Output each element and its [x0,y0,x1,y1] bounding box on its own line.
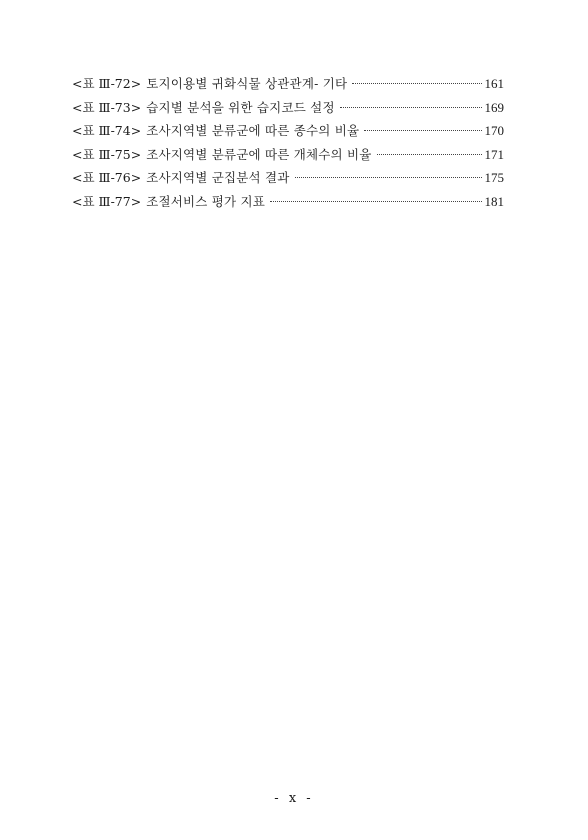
dot-leader [377,154,482,155]
toc-entry[interactable] [72,190,504,214]
dot-leader [340,107,482,108]
toc-entry-label: <표 Ⅲ-76> [72,170,142,185]
toc-entry-title: 조사지역별 분류군에 따른 개체수의 비율 [146,146,372,162]
toc-entry-label: <표 Ⅲ-77> [72,193,142,209]
toc-entry-label: <표 Ⅲ-74> [72,123,142,138]
toc-entry-title: 습지별 분석을 위한 습지코드 설정 [146,99,335,115]
toc-entry[interactable] [72,166,504,190]
toc-entry-page: 169 [484,99,504,115]
toc-entry-label: <표 Ⅲ-73> [72,99,142,115]
toc-entry-page: 170 [484,123,504,138]
toc-entry-page: 181 [484,193,504,209]
toc-entry-title: 조사지역별 군집분석 결과 [146,170,290,185]
toc-entry-label: <표 Ⅲ-75> [72,146,142,162]
dot-leader [295,177,482,178]
toc-entry[interactable] [72,96,504,120]
page-number: - x - [274,791,314,806]
toc-entry[interactable] [72,119,504,143]
toc-entry-title: 토지이용별 귀화식물 상관관계- 기타 [146,76,348,91]
table-of-contents [72,72,504,213]
toc-entry-page: 171 [484,146,504,162]
toc-entry[interactable] [72,143,504,167]
toc-entry-page: 161 [484,76,504,91]
dot-leader [270,201,481,202]
toc-entry-label: <표 Ⅲ-72> [72,76,142,91]
toc-entry-page: 175 [484,170,504,185]
dot-leader [364,130,481,131]
toc-entry-title: 조사지역별 분류군에 따른 종수의 비율 [146,123,360,138]
toc-entry-title: 조절서비스 평가 지표 [146,193,266,209]
dot-leader [352,83,481,84]
toc-entry[interactable] [72,72,504,96]
